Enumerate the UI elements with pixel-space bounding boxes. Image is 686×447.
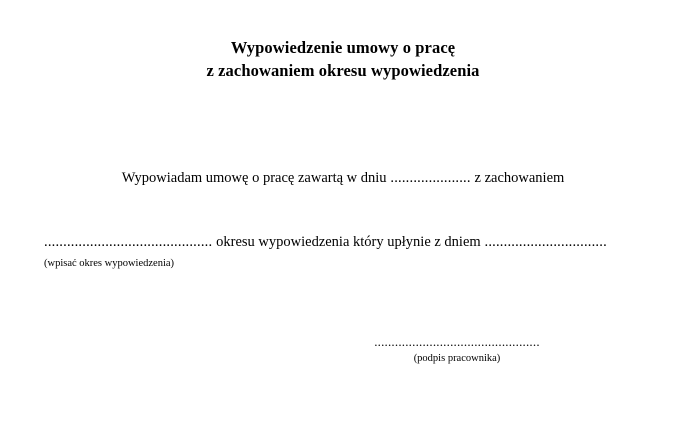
title-line-2: z zachowaniem okresu wypowiedzenia: [206, 61, 480, 80]
notice-period-hint: (wpisać okres wypowiedzenia): [44, 258, 175, 269]
signature-caption: (podpis pracownika): [413, 353, 501, 364]
document-title: [0, 36, 686, 82]
paragraph-1-after-text: z zachowaniem: [474, 170, 565, 186]
paragraph-notice-period: [44, 232, 644, 252]
end-date-blank-field[interactable]: ................................: [480, 234, 607, 250]
notice-period-blank-field[interactable]: ............................................: [44, 234, 217, 250]
signature-line[interactable]: ................................................: [374, 334, 540, 349]
signature-area: [362, 334, 552, 367]
date-blank-field[interactable]: .....................: [386, 170, 475, 186]
paragraph-1-before-text: Wypowiadam umowę o pracę zawartą w dniu: [121, 170, 387, 186]
paragraph-notice-date: [0, 168, 686, 188]
paragraph-2-text: okresu wypowiedzenia który upłynie z dniem: [216, 234, 481, 250]
title-line-1: Wypowiedzenie umowy o pracę: [230, 38, 456, 57]
